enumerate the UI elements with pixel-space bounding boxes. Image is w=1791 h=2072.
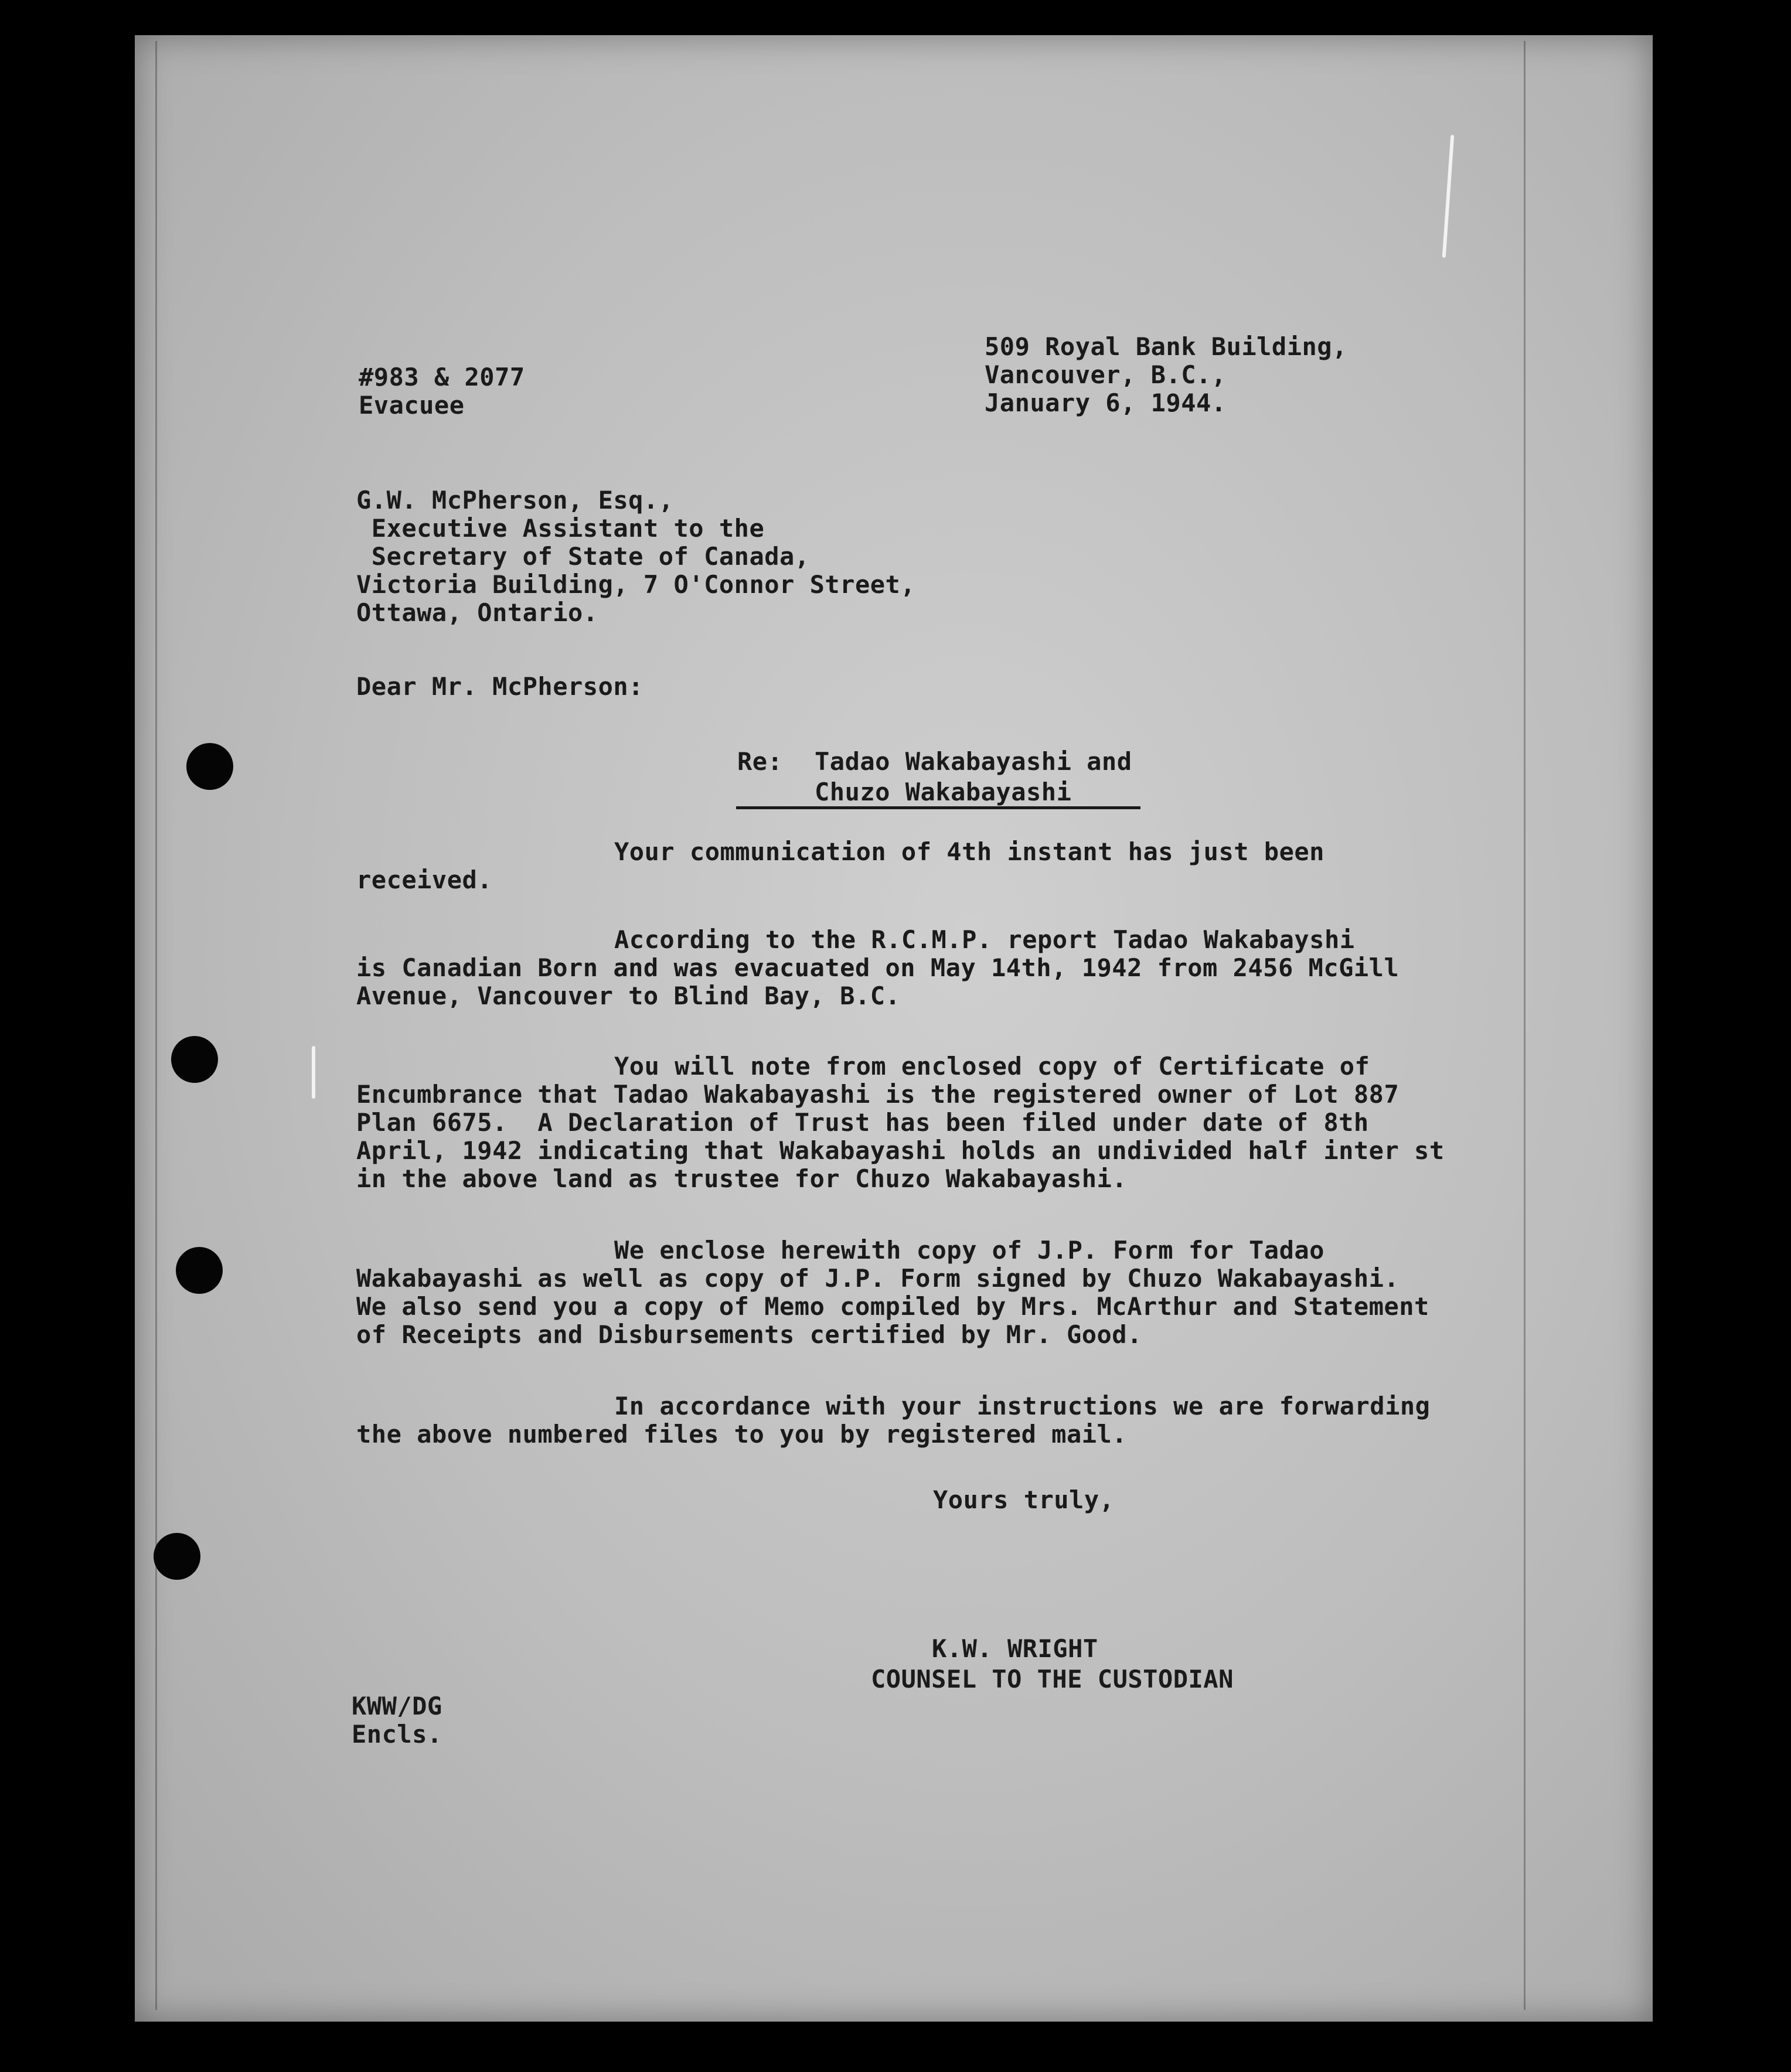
paragraph-line: Avenue, Vancouver to Blind Bay, B.C. bbox=[356, 982, 901, 1010]
sender-address bbox=[985, 333, 1347, 417]
paragraph-line: April, 1942 indicating that Wakabayashi holds an undivided half inter st bbox=[356, 1136, 1445, 1165]
punch-hole bbox=[176, 1247, 223, 1294]
paragraph-line: is Canadian Born and was evacuated on May 14th, 1942 from 2456 McGill bbox=[356, 953, 1400, 982]
recipient-street: Victoria Building, 7 O'Connor Street, bbox=[356, 570, 916, 599]
file-number: #983 & 2077 bbox=[359, 363, 525, 391]
typist-initials bbox=[352, 1692, 442, 1749]
punch-hole bbox=[186, 743, 233, 790]
subject-prefix: Re: bbox=[737, 747, 783, 776]
paragraph-line: You will note from enclosed copy of Certificate of bbox=[614, 1052, 1370, 1081]
paragraph-line: We also send you a copy of Memo compiled by Mrs. McArthur and Statement bbox=[356, 1292, 1429, 1321]
signature-title: COUNSEL TO THE CUSTODIAN bbox=[871, 1665, 1234, 1693]
paragraph bbox=[356, 1392, 1430, 1449]
recipient-address bbox=[356, 486, 915, 627]
page-edge-right bbox=[1524, 41, 1526, 2010]
paragraph-line: of Receipts and Disbursements certified by Mr. Good. bbox=[356, 1320, 1142, 1349]
paragraph-line: the above numbered files to you by registered mail. bbox=[356, 1420, 1128, 1449]
paragraph-line: in the above land as trustee for Chuzo Wakabayashi. bbox=[356, 1164, 1128, 1193]
paragraph-line: Wakabayashi as well as copy of J.P. Form signed by Chuzo Wakabayashi. bbox=[356, 1264, 1400, 1293]
closing: Yours truly, bbox=[933, 1485, 1115, 1514]
paragraph bbox=[356, 1236, 1429, 1349]
punch-hole bbox=[171, 1036, 218, 1083]
paragraph-line: According to the R.C.M.P. report Tadao Wakabayshi bbox=[614, 925, 1355, 954]
sender-address-line: 509 Royal Bank Building, bbox=[985, 332, 1347, 361]
paragraph-line: Your communication of 4th instant has just been bbox=[614, 837, 1324, 866]
subject-underline bbox=[736, 806, 1140, 809]
paragraph-line: received. bbox=[356, 865, 493, 894]
salutation: Dear Mr. McPherson: bbox=[356, 672, 643, 701]
file-category: Evacuee bbox=[359, 391, 465, 420]
paragraph-line: Encumbrance that Tadao Wakabayashi is the registered owner of Lot 887 bbox=[356, 1080, 1400, 1109]
file-reference bbox=[359, 363, 525, 420]
recipient-title: Secretary of State of Canada, bbox=[371, 542, 810, 571]
subject-line: Tadao Wakabayashi and bbox=[815, 747, 1132, 776]
paragraph bbox=[356, 838, 1324, 894]
signature-name: K.W. WRIGHT bbox=[932, 1634, 1098, 1663]
paragraph-line: We enclose herewith copy of J.P. Form for Tadao bbox=[614, 1236, 1324, 1265]
subject-line: Chuzo Wakabayashi bbox=[815, 778, 1072, 806]
paragraph-line: In accordance with your instructions we are forwarding bbox=[614, 1392, 1431, 1420]
letter-date: January 6, 1944. bbox=[985, 388, 1227, 417]
film-scratch bbox=[312, 1046, 315, 1099]
sender-address-line: Vancouver, B.C., bbox=[985, 360, 1227, 389]
paragraph bbox=[356, 926, 1399, 1010]
page-edge-left bbox=[155, 41, 157, 2010]
recipient-city: Ottawa, Ontario. bbox=[356, 598, 598, 627]
paragraph bbox=[356, 1052, 1445, 1193]
enclosures-note: Encls. bbox=[352, 1720, 442, 1749]
recipient-title: Executive Assistant to the bbox=[371, 514, 765, 543]
recipient-name: G.W. McPherson, Esq., bbox=[356, 486, 674, 514]
initials-line: KWW/DG bbox=[352, 1692, 442, 1720]
paragraph-line: Plan 6675. A Declaration of Trust has been filed under date of 8th bbox=[356, 1108, 1369, 1137]
punch-hole bbox=[154, 1533, 200, 1580]
